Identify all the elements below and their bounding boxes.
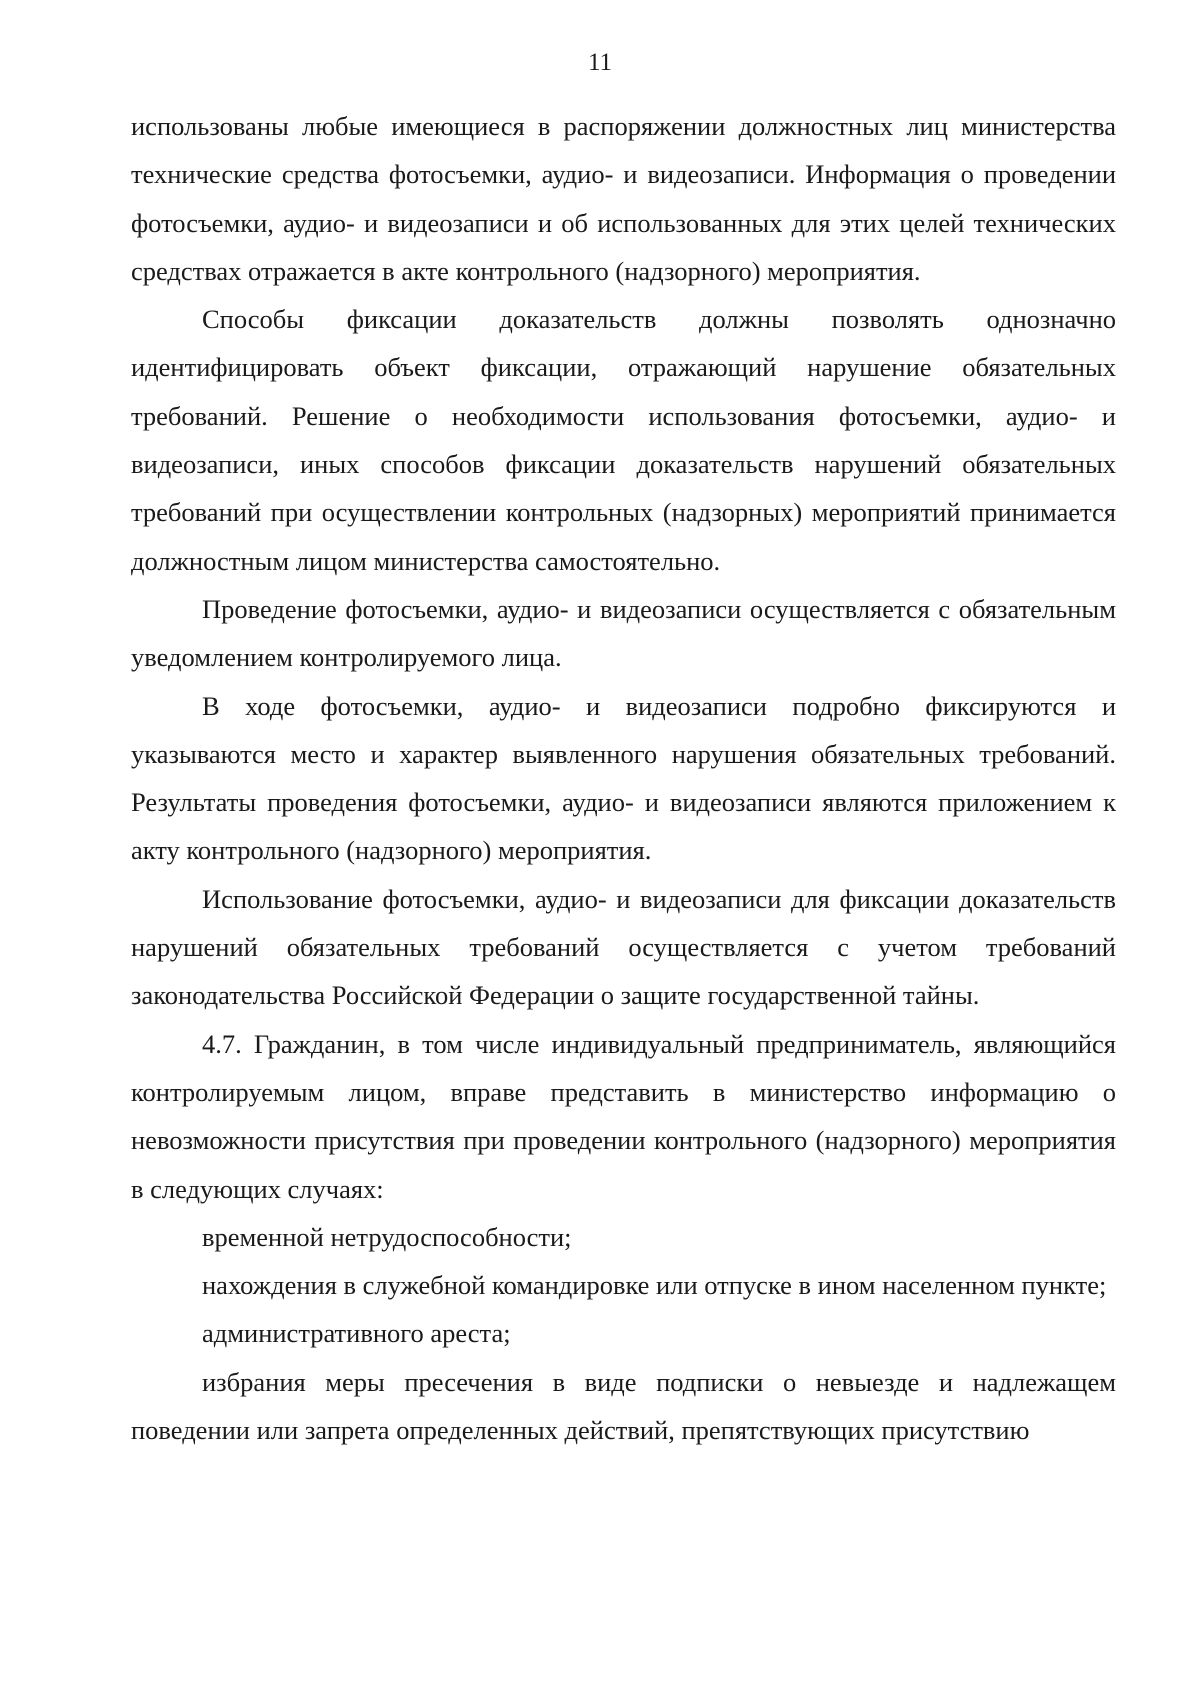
paragraph-continuation: использованы любые имеющиеся в распоряжении должностных лиц министерства технические средства фотосъемки, аудио- и видеозаписи. Информация о проведении фотосъемки, аудио- и видеозаписи и об использованных для этих целей технических средствах отражается в акте контрольного (надзорного) мероприятия.: [131, 111, 1116, 286]
document-body: [131, 102, 1116, 1454]
paragraph-state-secret: Использование фотосъемки, аудио- и видеозаписи для фиксации доказательств нарушений обязательных требований осуществляется с учетом требований законодательства Российской Федерации о защите государственной тайны.: [131, 883, 1116, 1011]
paragraph-notification: Проведение фотосъемки, аудио- и видеозаписи осуществляется с обязательным уведомлением контролируемого лица.: [131, 593, 1116, 673]
paragraph-evidence-methods: Способы фиксации доказательств должны позволять однозначно идентифицировать объект фиксации, отражающий нарушение обязательных требований. Решение о необходимости использования фотосъемки, аудио- и видеозаписи, иных способов фиксации доказательств нарушений обязательных требований при осуществлении контрольных (надзорных) мероприятий принимается должностным лицом министерства самостоятельно.: [131, 304, 1116, 576]
list-item-business-trip: нахождения в служебной командировке или отпуске в ином населенном пункте;: [202, 1270, 1107, 1301]
list-item-disability: временной нетрудоспособности;: [202, 1221, 572, 1252]
page-number: 11: [587, 49, 613, 76]
list-item-restraint: избрания меры пресечения в виде подписки о невыезде и надлежащем поведении или запрета определенных действий, препятствующих присутствию: [131, 1366, 1116, 1446]
list-item-arrest: административного ареста;: [202, 1318, 511, 1349]
paragraph-section-4-7: 4.7. Гражданин, в том числе индивидуальный предприниматель, являющийся контролируемым лицом, вправе представить в министерство информацию о невозможности присутствия при проведении контрольного (надзорного) мероприятия в следующих случаях:: [131, 1028, 1116, 1204]
paragraph-recording-details: В ходе фотосъемки, аудио- и видеозаписи подробно фиксируются и указываются место и характер выявленного нарушения обязательных требований. Результаты проведения фотосъемки, аудио- и видеозаписи являются приложением к акту контрольного (надзорного) мероприятия.: [131, 690, 1116, 866]
